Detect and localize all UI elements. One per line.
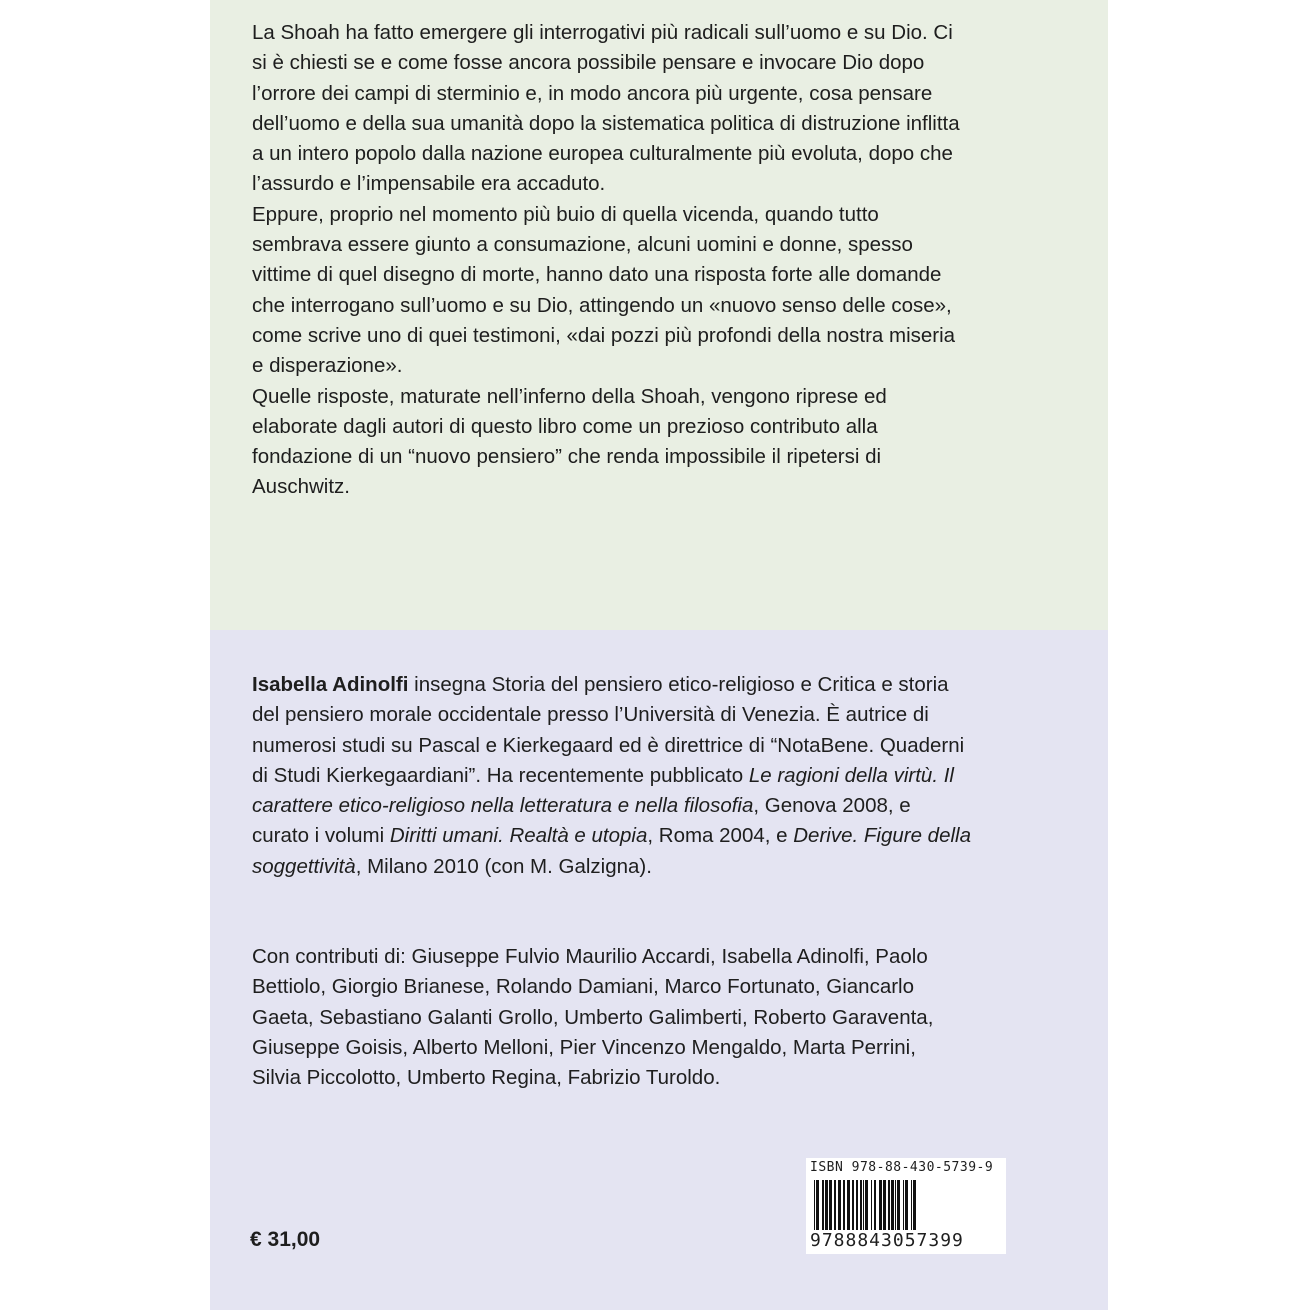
bio-text-2: , Genova 2008, e curato i volumi xyxy=(252,794,911,848)
barcode-bar xyxy=(822,1180,824,1236)
barcode-bar xyxy=(834,1180,836,1236)
blurb-paragraph-1: La Shoah ha fatto emergere gli interrogativi più radicali sull’uomo e su Dio. Ci si è chiesti se e come fosse ancora possibile pensare e invocare Dio dopo l’orrore dei campi di sterminio e, in modo ancora più urgente, cosa pensare dell’uomo e della sua umanità dopo la sistematica politica di distruzione inflitta a un intero popolo dalla nazione europea culturalmente più evoluta, dopo che l’assurdo e l’impensabile era accaduto. xyxy=(252,21,960,196)
contributors-list: Con contributi di: Giuseppe Fulvio Maurilio Accardi, Isabella Adinolfi, Paolo Bettiolo, Giorgio Brianese, Rolando Damiani, Marco Fortunato, Giancarlo Gaeta, Sebastiano Galanti Grollo, Umberto Galimberti, Roberto Garaventa, Giuseppe Goisis, Alberto Melloni, Pier Vincenzo Mengaldo, Marta Perrini, Silvia Piccolotto, Umberto Regina, Fabrizio Turoldo. xyxy=(252,945,934,1090)
barcode-bar xyxy=(883,1180,886,1236)
barcode-bar xyxy=(891,1180,894,1236)
barcode-bar xyxy=(852,1180,854,1236)
barcode-bar xyxy=(888,1180,890,1236)
blurb-text xyxy=(252,18,972,503)
bio-text-1: insegna Storia del pensiero etico-religioso e Critica e storia del pensiero morale occidentale presso l’Università di Venezia. È autrice di numerosi studi su Pascal e Kierkegaard ed è direttrice di “NotaBene. Quaderni di Studi Kierkegaardiani”. Ha recentemente pubblicato xyxy=(252,673,965,787)
author-bio xyxy=(252,670,972,882)
barcode-bar xyxy=(856,1180,858,1236)
barcode-bar xyxy=(903,1180,904,1236)
price-label: € 31,00 xyxy=(250,1228,321,1251)
barcode-bar xyxy=(913,1180,916,1236)
barcode-bar xyxy=(879,1180,882,1236)
barcode-bar xyxy=(911,1180,912,1236)
bio-book-title-2: Diritti umani. Realtà e utopia xyxy=(389,824,648,848)
blurb-paragraph-3: Quelle risposte, maturate nell’inferno della Shoah, vengono riprese ed elaborate dagli autori di questo libro come un prezioso contributo alla fondazione di un “nuovo pensiero” che renda impossibile il ripetersi di Auschwitz. xyxy=(252,384,887,499)
bio-book-title-3: Derive. Figure della soggettività xyxy=(252,824,971,878)
isbn-barcode xyxy=(806,1158,1006,1254)
barcode-bar xyxy=(838,1180,841,1236)
author-name: Isabella Adinolfi xyxy=(252,673,409,696)
bio-book-title-1: Le ragioni della virtù. Il carattere etico-religioso nella letteratura e nella filosofia xyxy=(252,763,954,818)
barcode-bar xyxy=(865,1180,868,1236)
barcode-bar xyxy=(905,1180,908,1236)
barcode-bar xyxy=(825,1180,828,1236)
bio-text-3: , Roma 2004, e xyxy=(647,824,794,848)
barcode-bar xyxy=(829,1180,832,1236)
barcode-bar xyxy=(897,1180,900,1236)
barcode-bar xyxy=(871,1180,872,1236)
barcode-digits: 9788843057399 xyxy=(810,1230,1004,1251)
barcode-bar xyxy=(874,1180,876,1236)
barcode-bars xyxy=(812,1180,1000,1236)
barcode-bar xyxy=(816,1180,819,1236)
barcode-bar xyxy=(860,1180,862,1236)
barcode-bar xyxy=(847,1180,850,1236)
barcode-bar xyxy=(814,1180,815,1236)
blurb-paragraph-2: Eppure, proprio nel momento più buio di quella vicenda, quando tutto sembrava essere giunto a consumazione, alcuni uomini e donne, spesso vittime di quel disegno di morte, hanno dato una risposta forte alle domande che interrogano sull’uomo e su Dio, attingendo un «nuovo senso delle cose», come scrive uno di quei testimoni, «dai pozzi più profondi della nostra miseria e disperazione». xyxy=(252,202,956,378)
isbn-label: ISBN 978-88-430-5739-9 xyxy=(810,1160,994,1175)
barcode-bar xyxy=(895,1180,896,1236)
blurb-panel xyxy=(210,0,1108,630)
barcode-bar xyxy=(863,1180,864,1236)
bio-text-4: , Milano 2010 (con M. Galzigna). xyxy=(355,854,652,878)
barcode-bar xyxy=(843,1180,845,1236)
book-back-cover xyxy=(210,0,1108,1310)
